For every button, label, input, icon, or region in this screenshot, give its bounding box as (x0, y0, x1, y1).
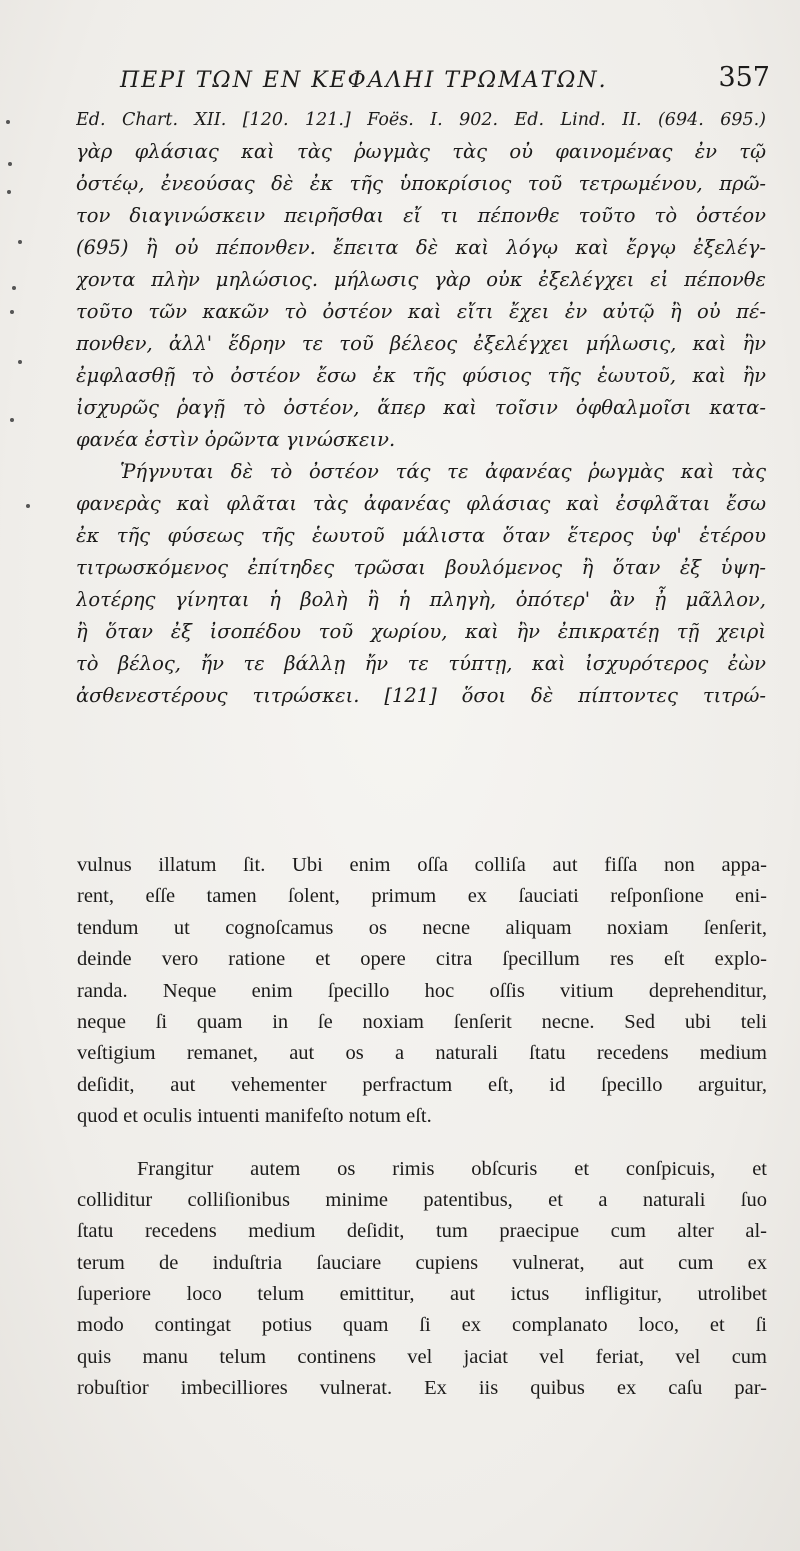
latin-line: randa. Neque enim ſpecillo hoc oſſis vitium deprehenditur, (77, 979, 767, 1002)
latin-line: veſtigium remanet, aut os a naturali ſtatu recedens medium (77, 1042, 767, 1065)
greek-line: γὰρ φλάσιας καὶ τὰς ῥωγμὰς τὰς οὐ φαινομένας ἐν τῷ (76, 140, 766, 163)
latin-line: colliditur colliſionibus minime patentibus, et a naturali ſuo (77, 1188, 767, 1211)
greek-line: ἢ ὅταν ἐξ ἰσοπέδου τοῦ χωρίου, καὶ ἢν ἐπικρατέῃ τῇ χειρὶ (76, 620, 766, 643)
greek-line: ὀστέῳ, ἐνεούσας δὲ ἐκ τῆς ὑποκρίσιος τοῦ τετρωμένου, πρῶ- (76, 172, 766, 195)
running-header (120, 60, 770, 100)
greek-line: ἰσχυρῶς ῥαγῇ τὸ ὀστέον, ἅπερ καὶ τοῖσιν ὀφθαλμοῖσι κατα- (76, 396, 766, 419)
latin-line: ſtatu recedens medium deſidit, tum praecipue cum alter al- (77, 1220, 767, 1243)
latin-line: Frangitur autem os rimis obſcuris et conſpicuis, et (137, 1157, 767, 1180)
paragraph-gap (77, 1133, 767, 1154)
greek-line: τιτρωσκόμενος ἐπίτηδες τρῶσαι βουλόμενος ἢ ὅταν ἐξ ὑψη- (76, 556, 766, 579)
greek-line: τον διαγινώσκειν πειρῆσθαι εἴ τι πέπονθε τοῦτο τὸ ὀστέον (76, 204, 766, 227)
greek-line: ἀσθενεστέρους τιτρώσκει. [121] ὅσοι δὲ πίπτοντες τιτρώ- (76, 684, 766, 707)
greek-line: τὸ βέλος, ἤν τε βάλλῃ ἤν τε τύπτῃ, καὶ ἰσχυρότερος ἐὼν (76, 652, 766, 675)
greek-line: φανέα ἐστὶν ὁρῶντα γινώσκειν. (76, 428, 396, 451)
greek-line: (695) ἢ οὐ πέπονθεν. ἔπειτα δὲ καὶ λόγῳ καὶ ἔργῳ ἐξελέγ- (76, 236, 766, 259)
latin-line: quis manu telum continens vel jaciat vel feriat, vel cum (77, 1345, 767, 1368)
page-number: 357 (718, 62, 770, 93)
latin-line: rent, eſſe tamen ſolent, primum ex ſauciati reſponſione eni- (77, 885, 767, 908)
latin-line: neque ſi quam in ſe noxiam ſenſerit necne. Sed ubi teli (77, 1010, 767, 1033)
greek-line: τοῦτο τῶν κακῶν τὸ ὀστέον καὶ εἴτι ἔχει ἐν αὐτῷ ἢ οὐ πέ- (76, 300, 766, 323)
latin-line: modo contingat potius quam ſi ex complanato loco, et ſi (77, 1314, 767, 1337)
latin-line: ſuperiore loco telum emittitur, aut ictus infligitur, utrolibet (77, 1283, 767, 1306)
latin-line: vulnus illatum ſit. Ubi enim oſſa colliſa aut fiſſa non appa- (77, 854, 767, 876)
page-title: ΠΕΡΙ ΤΩΝ ΕΝ ΚΕΦΑΛΗΙ ΤΡΩΜΑΤΩΝ. (120, 68, 608, 93)
greek-line: ἐμφλασθῇ τὸ ὀστέον ἔσω ἐκ τῆς φύσιος τῆς ἑωυτοῦ, καὶ ἢν (76, 364, 766, 387)
greek-line: Ῥήγνυται δὲ τὸ ὀστέον τάς τε ἀφανέας ῥωγμὰς καὶ τὰς (120, 460, 766, 483)
greek-line: λοτέρης γίνηται ἡ βολὴ ἢ ἡ πληγὴ, ὁπότερ' ἂν ᾖ μᾶλλον, (76, 588, 766, 611)
margin-specks (4, 100, 44, 520)
latin-line: deinde vero ratione et opere citra ſpecillum res eſt explo- (77, 948, 767, 971)
latin-line: robuſtior imbecilliores vulnerat. Ex iis quibus ex caſu par- (77, 1377, 767, 1400)
latin-line: terum de induſtria ſauciare cupiens vulnerat, aut cum ex (77, 1251, 767, 1274)
greek-line: φανερὰς καὶ φλᾶται τὰς ἀφανέας φλάσιας καὶ ἐσφλᾶται ἔσω (76, 492, 766, 515)
greek-line: πονθεν, ἀλλ' ἕδρην τε τοῦ βέλεος ἐξελέγχει μήλωσις, καὶ ἢν (76, 332, 766, 355)
latin-line: deſidit, aut vehementer perfractum eſt, id ſpecillo arguitur, (77, 1073, 767, 1096)
latin-line: tendum ut cognoſcamus os necne aliquam noxiam ſenſerit, (77, 916, 767, 939)
edition-reference: Ed. Chart. XII. [120. 121.] Foës. I. 902. Ed. Lind. II. (694. 695.) (76, 110, 766, 130)
greek-line: ἐκ τῆς φύσεως τῆς ἑωυτοῦ μάλιστα ὅταν ἕτερος ὑφ' ἑτέρου (76, 524, 766, 547)
latin-line: quod et oculis intuenti manifeſto notum eſt. (77, 1105, 432, 1128)
greek-line: χοντα πλὴν μηλώσιος. μήλωσις γὰρ οὐκ ἐξελέγχει εἰ πέπονθε (76, 268, 766, 291)
greek-text (76, 104, 766, 712)
latin-text (77, 850, 767, 1405)
